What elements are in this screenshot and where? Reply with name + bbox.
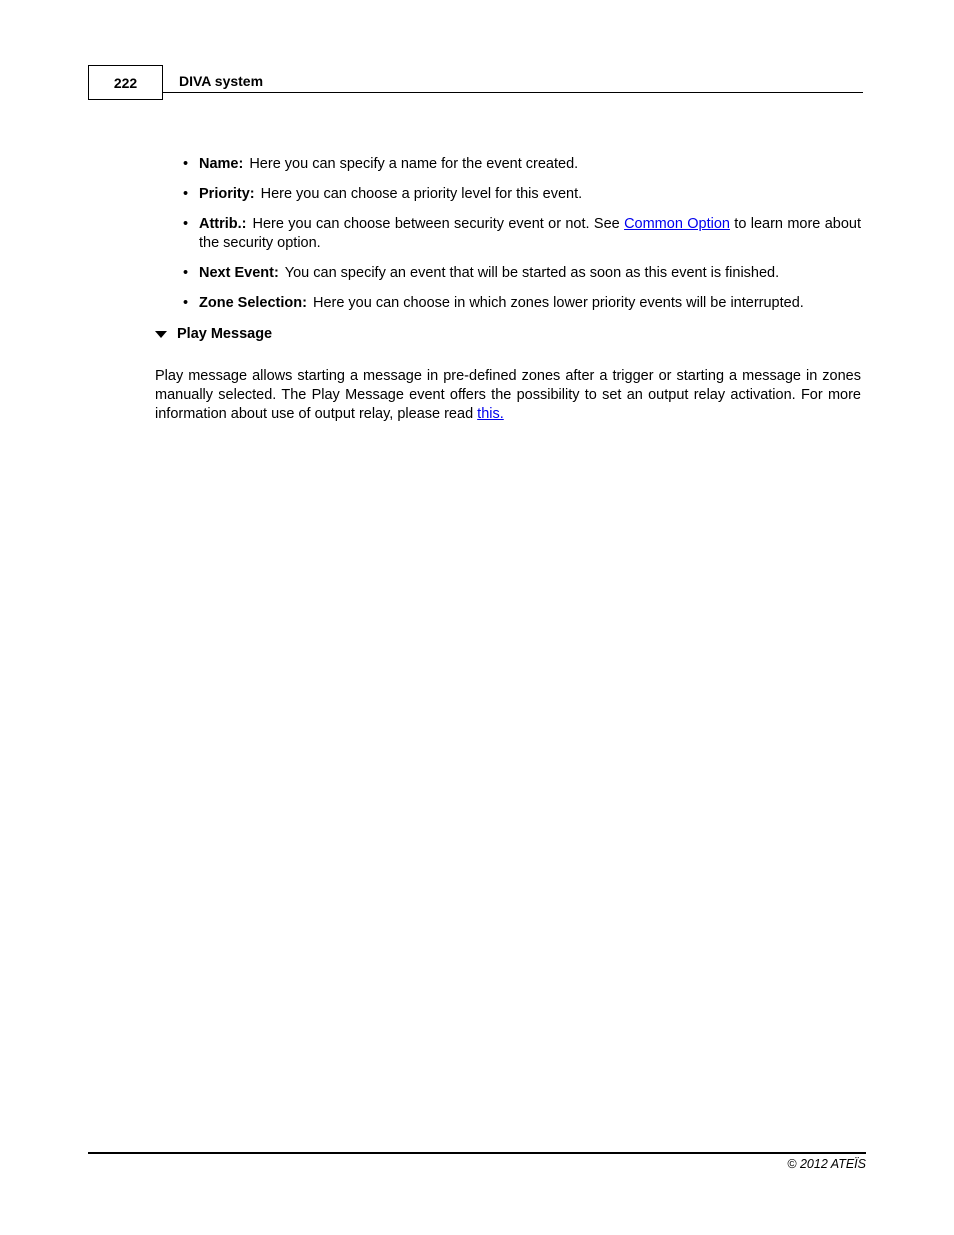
bullet-icon: • bbox=[183, 186, 189, 202]
list-item-name bbox=[183, 155, 861, 174]
list-item-next-event bbox=[183, 264, 861, 283]
list-item-attrib bbox=[183, 215, 861, 253]
item-label: Next Event: bbox=[199, 265, 279, 281]
page-number: 222 bbox=[88, 65, 163, 100]
item-text: Here you can choose a priority level for this event. bbox=[260, 186, 583, 202]
item-text: Here you can specify a name for the event created. bbox=[249, 156, 579, 172]
document-title: DIVA system bbox=[179, 73, 264, 89]
section-heading-text: Play Message bbox=[177, 326, 273, 342]
bullet-icon: • bbox=[183, 216, 189, 232]
play-message-toggle[interactable] bbox=[155, 326, 272, 342]
bullet-icon: • bbox=[183, 265, 189, 281]
paragraph-text: Play message allows starting a message in pre-defined zones after a trigger or starting a message in zones manually selected. The Play Message event offers the possibility to set an output relay activation. For more information about use of output relay, please read bbox=[155, 368, 861, 422]
play-message-paragraph bbox=[155, 367, 861, 424]
common-option-link[interactable]: Common Option bbox=[624, 216, 730, 232]
item-text: You can specify an event that will be started as soon as this event is finished. bbox=[284, 265, 780, 281]
item-text: Here you can choose in which zones lower priority events will be interrupted. bbox=[312, 295, 804, 311]
item-label: Attrib.: bbox=[199, 216, 247, 232]
list-item-priority bbox=[183, 185, 861, 204]
expand-triangle-icon bbox=[155, 331, 167, 338]
bullet-icon: • bbox=[183, 156, 189, 172]
item-label: Name: bbox=[199, 156, 244, 172]
copyright-text: © 2012 ATEÏS bbox=[787, 1157, 866, 1171]
bullet-icon: • bbox=[183, 295, 189, 311]
list-item-zone-selection bbox=[183, 294, 861, 313]
footer-divider bbox=[88, 1152, 866, 1154]
options-list bbox=[183, 155, 861, 324]
output-relay-link[interactable]: this. bbox=[477, 406, 504, 422]
header-divider bbox=[162, 92, 863, 93]
item-label: Priority: bbox=[199, 186, 255, 202]
item-text-before-link: Here you can choose between security event or not. See bbox=[252, 216, 625, 232]
item-text-after-link: to learn more about the security option. bbox=[199, 216, 861, 251]
item-label: Zone Selection: bbox=[199, 295, 307, 311]
